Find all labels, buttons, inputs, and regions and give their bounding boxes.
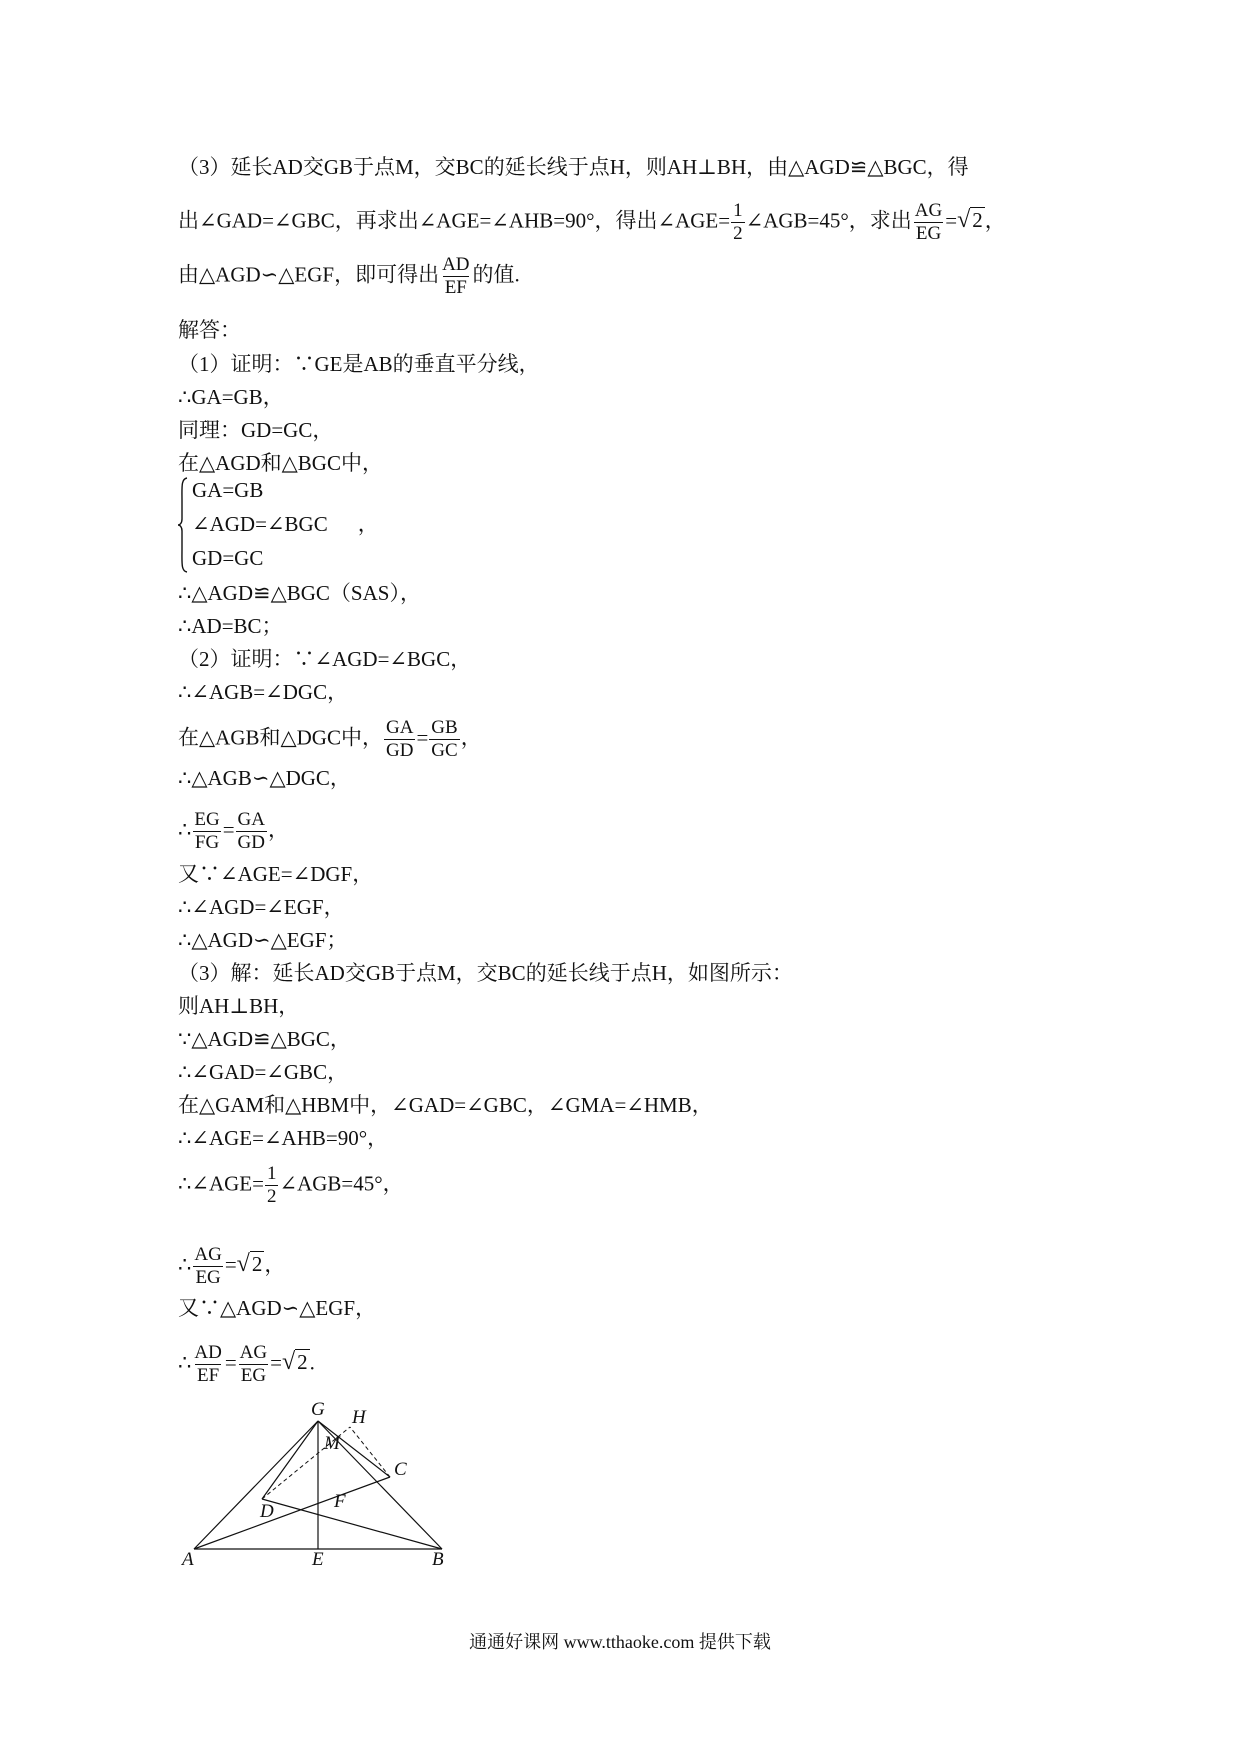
part3-line-final [178,1342,315,1387]
analysis-text-2c: ， [984,208,1006,233]
segment-GA [194,1421,318,1549]
part1-line: ∴△AGD≌△BGC（SAS）， [178,581,421,605]
fraction-ag-eg [192,1244,223,1289]
label-C: C [394,1459,407,1480]
radicand: 2 [972,208,983,233]
analysis-text-1: （3）延长AD交GB于点M，交BC的延长线于点H，则AH⊥BH，由△AGD≌△BGC，得 [178,155,969,179]
analysis-line-1 [178,154,969,180]
equals-sign: = [222,817,235,842]
segment-CH-dashed [350,1427,390,1477]
line-end: ， [460,725,482,750]
part2-line: ∴△AGB∽△DGC， [178,766,351,790]
frac-num: GA [385,717,414,738]
fraction-one-half [265,1163,279,1208]
label-M: M [324,1433,340,1454]
part1-line: 同理：GD=GC， [178,418,334,442]
analysis-text-2a: 出∠GAD=∠GBC，再求出∠AGE=∠AHB=90°，得出∠AGE= [178,208,731,233]
analysis-text-3a: 由△AGD∽△EGF，即可得出 [178,262,440,287]
part2-line-ratio [178,717,482,762]
solution-header: 解答： [178,318,241,342]
part3-text: ∴∠AGE= [178,1171,264,1196]
part3-line: ∴∠GAD=∠GBC， [178,1060,349,1084]
frac-num: GB [431,717,458,738]
frac-den: GD [237,832,265,853]
frac-den: EF [444,277,467,298]
part2-line: 又∵∠AGE=∠DGF， [178,862,374,886]
frac-num: AG [239,1342,268,1363]
part1-line: ∴GA=GB， [178,385,284,409]
segment-GD [262,1421,318,1499]
label-E: E [312,1549,324,1565]
equals-sign: = [224,1252,237,1277]
fraction-ag-eg [238,1342,269,1387]
frac-num: 1 [733,200,743,221]
label-F: F [334,1491,346,1512]
system-row: GA=GB [192,478,264,502]
label-G: G [311,1399,325,1420]
frac-num: AD [194,1342,222,1363]
part3-line: 则AH⊥BH， [178,994,300,1018]
line-end: ， [264,1252,286,1277]
analysis-text-2b: ∠AGB=45°，求出 [745,208,912,233]
frac-den: 2 [266,1186,277,1207]
analysis-text-3b: 的值. [472,262,520,287]
segment-AC [194,1477,390,1549]
frac-den: EG [195,1267,221,1288]
label-A: A [182,1549,194,1565]
therefore: ∴ [178,1350,192,1375]
frac-den: EG [240,1365,267,1386]
fraction-one-half [731,200,745,245]
system-comma: ， [357,512,379,536]
part2-text: 在△AGB和△DGC中， [178,725,383,750]
frac-num: 1 [266,1163,277,1184]
analysis-line-2 [178,200,1006,245]
frac-den: EG [915,223,942,244]
fraction-ad-ef [192,1342,223,1387]
frac-den: GC [431,740,458,761]
analysis-line-3 [178,254,520,299]
part3-line: 又∵△AGD∽△EGF， [178,1296,377,1320]
frac-num: GA [237,809,265,830]
fraction-ad-ef [440,254,471,299]
frac-den: FG [194,832,220,853]
label-D: D [260,1501,274,1522]
frac-den: EF [197,1365,220,1386]
part3-line: ∴∠AGE=∠AHB=90°， [178,1126,389,1150]
part3-line: ∵△AGD≌△BGC， [178,1027,351,1051]
part2-line: ∴△AGD∽△EGF； [178,928,348,952]
therefore: ∴ [178,817,192,842]
fraction-ag-eg [913,200,944,245]
frac-num: EG [194,809,220,830]
frac-den: GD [385,740,414,761]
part2-line: ∴∠AGB=∠DGC， [178,680,349,704]
sqrt-two: √2 [281,1349,308,1376]
system-row: GD=GC [192,546,264,570]
sqrt-two: √2 [236,1251,263,1278]
frac-num: AD [442,254,470,275]
part3-line-half [178,1163,404,1208]
equals-sign: = [270,1350,282,1375]
fraction-gb-gc [429,717,459,762]
frac-num: AG [914,200,943,221]
segment-BD [262,1499,442,1549]
frac-num: AG [194,1244,222,1265]
equals-sign: = [945,208,958,233]
part1-title: （1）证明：∵GE是AB的垂直平分线， [178,352,540,376]
part2-line-ratio [178,809,289,854]
geometry-figure [178,1395,468,1565]
part1-line: 在△AGD和△BGC中， [178,451,383,475]
sqrt-two: √2 [957,207,983,234]
part2-title: （2）证明：∵∠AGD=∠BGC， [178,647,472,671]
line-end: . [309,1350,315,1375]
frac-den: 2 [733,223,743,244]
label-B: B [432,1549,444,1565]
system-row [192,511,379,537]
equals-sign: = [224,1350,237,1375]
part3-line-ratio [178,1244,285,1289]
line-end: ， [268,817,289,842]
part3-line: 在△GAM和△HBM中，∠GAD=∠GBC，∠GMA=∠HMB， [178,1093,713,1117]
left-brace-icon [178,477,188,573]
fraction-eg-fg [192,809,221,854]
therefore: ∴ [178,1252,192,1277]
radicand: 2 [297,1350,308,1375]
part1-line: ∴AD=BC； [178,614,283,638]
label-H: H [352,1407,366,1428]
radicand: 2 [251,1252,263,1277]
part2-line: ∴∠AGD=∠EGF， [178,895,345,919]
part3-text: ∠AGB=45°， [279,1171,404,1196]
system-row-text: ∠AGD=∠BGC [192,512,328,536]
fraction-ga-gd [236,809,267,854]
page-footer: 通通好课网 www.tthaoke.com 提供下载 [469,1632,771,1652]
part3-title: （3）解：延长AD交GB于点M，交BC的延长线于点H，如图所示： [178,961,793,985]
fraction-ga-gd [384,717,415,762]
equals-sign: = [416,725,429,750]
